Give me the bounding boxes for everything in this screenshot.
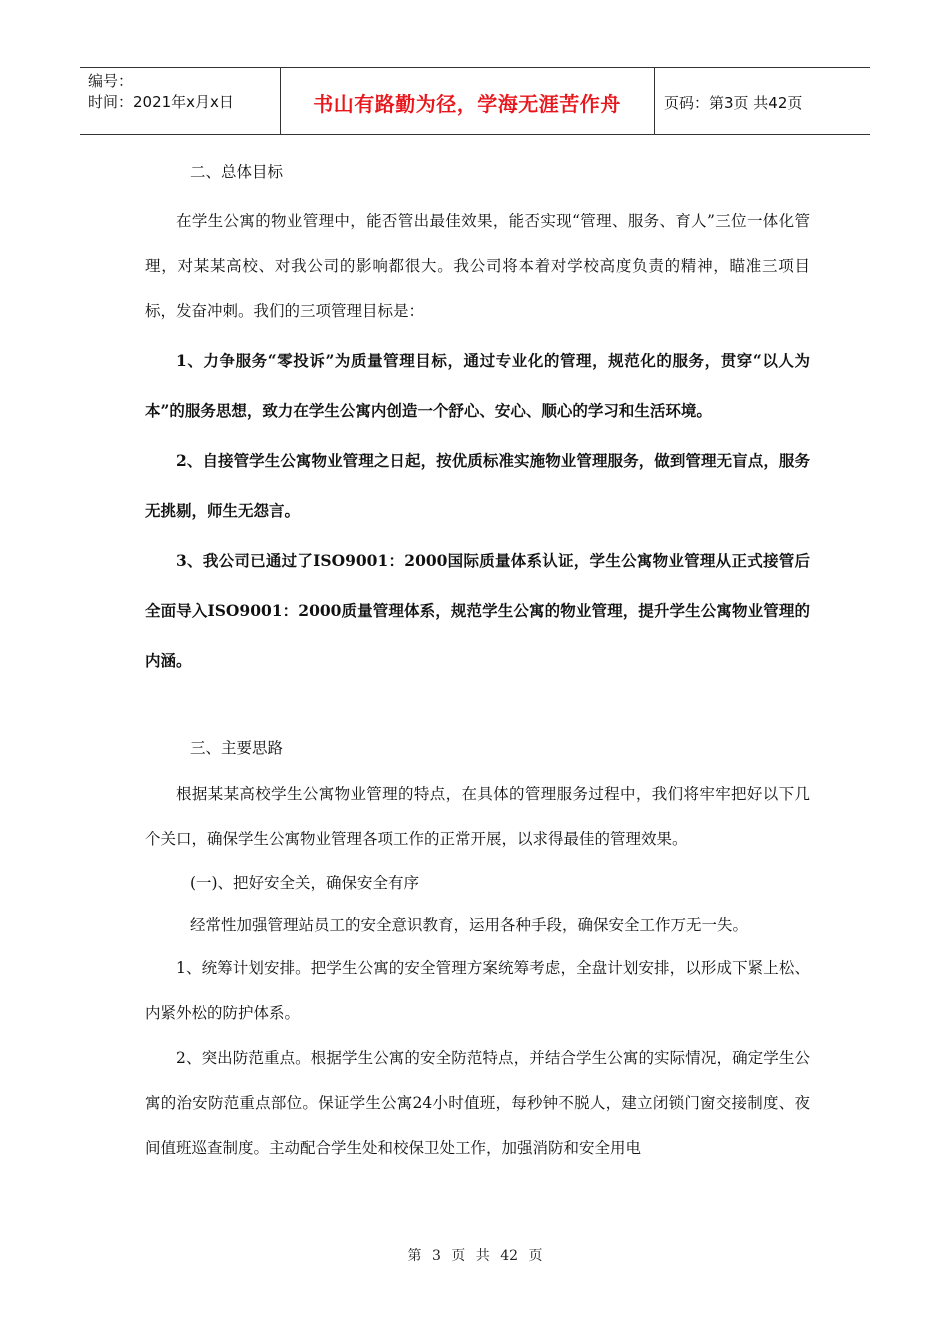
page-footer: 第 3 页 共 42 页 — [407, 1248, 543, 1264]
header-divider — [654, 68, 655, 134]
section-heading: 三、主要思路 — [189, 739, 283, 757]
document-header — [80, 67, 870, 135]
goal-item: 3、我公司已通过了ISO9001：2000国际质量体系认证，学生公寓物业管理从正式接管后全面导入ISO9001：2000质量管理体系，规范学生公寓的物业管理，提升学生公寓物业管理的内涵。 — [145, 551, 810, 670]
header-number-label: 编号： — [88, 72, 134, 90]
header-time-label: 时间：2021年x月x日 — [88, 93, 234, 111]
section-heading: 二、总体目标 — [189, 163, 283, 181]
paragraph: 在学生公寓的物业管理中，能否管出最佳效果，能否实现“管理、服务、育人”三位一体化管理，对某某高校、对我公司的影响都很大。我公司将本着对学校高度负责的精神，瞄准三项目标，发奋冲刺。我们的三项管理目标是： — [145, 212, 810, 320]
goal-item: 1、力争服务“零投诉”为质量管理目标，通过专业化的管理，规范化的服务，贯穿“以人为本”的服务思想，致力在学生公寓内创造一个舒心、安心、顺心的学习和生活环境。 — [145, 351, 810, 420]
paragraph: 根据某某高校学生公寓物业管理的特点，在具体的管理服务过程中，我们将牢牢把好以下几个关口，确保学生公寓物业管理各项工作的正常开展，以求得最佳的管理效果。 — [145, 785, 810, 848]
document-body — [145, 150, 810, 1171]
subsection-heading: (一)、把好安全关，确保安全有序 — [189, 874, 420, 892]
paragraph: 经常性加强管理站员工的安全意识教育，运用各种手段，确保安全工作万无一失。 — [189, 916, 748, 934]
spacer — [145, 686, 810, 726]
header-meta — [88, 71, 234, 113]
list-item: 2、突出防范重点。根据学生公寓的安全防范特点，并结合学生公寓的实际情况，确定学生公寓的治安防范重点部位。保证学生公寓24小时值班，每秒钟不脱人，建立闭锁门窗交接制度、夜间值班巡查制度。主动配合学生处和校保卫处工作，加强消防和安全用电 — [145, 1049, 810, 1157]
header-page-label: 页码：第3页 共42页 — [664, 93, 803, 112]
list-item: 1、统筹计划安排。把学生公寓的安全管理方案统筹考虑，全盘计划安排，以形成下紧上松、内紧外松的防护体系。 — [145, 959, 810, 1022]
goal-item: 2、自接管学生公寓物业管理之日起，按优质标准实施物业管理服务，做到管理无盲点，服务无挑剔，师生无怨言。 — [145, 451, 810, 520]
header-motto: 书山有路勤为径，学海无涯苦作舟 — [313, 91, 621, 116]
